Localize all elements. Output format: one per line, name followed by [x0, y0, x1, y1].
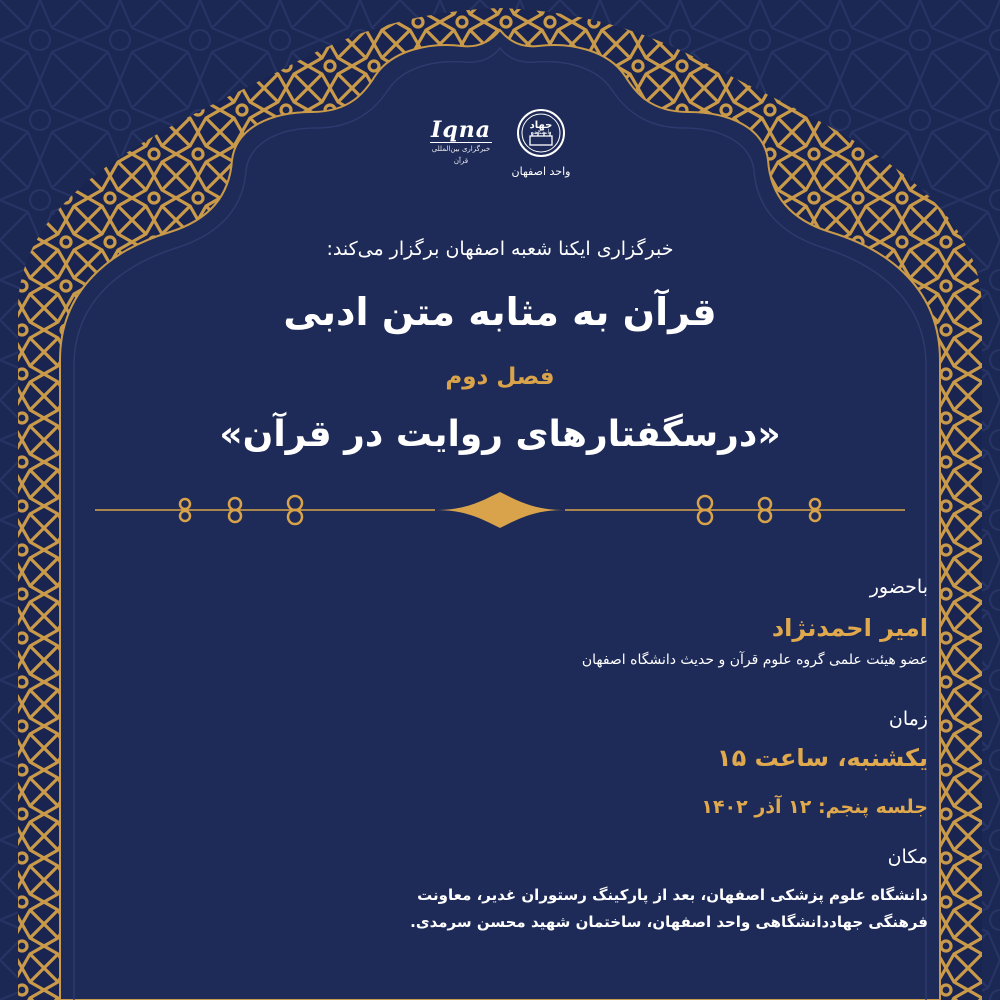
time-label: زمان [888, 708, 928, 730]
iqna-logo [430, 118, 492, 164]
page-title: قرآن به مثابه متن ادبی [283, 290, 717, 334]
intro-text: خبرگزاری ایکنا شعبه اصفهان برگزار می‌کند: [326, 238, 674, 260]
jahad-logo [505, 108, 577, 180]
ornamental-divider [95, 490, 905, 530]
iqna-logo-mark: Iqna [431, 117, 491, 143]
jahad-logo-caption: واحد اصفهان [511, 165, 571, 178]
time-value: یکشنبه، ساعت ۱۵ [716, 744, 928, 772]
speaker-name: امیر احمدنژاد [771, 614, 928, 642]
event-subtitle: «درسگفتارهای روایت در قرآن» [219, 414, 781, 455]
jahad-emblem-icon [516, 108, 566, 158]
session-date: جلسه پنجم: ۱۲ آذر ۱۴۰۲ [701, 796, 928, 818]
chapter-label: فصل دوم [445, 364, 555, 390]
speaker-label: باحضور [869, 576, 928, 598]
place-label: مکان [887, 846, 928, 868]
iqna-logo-caption: خبرگزاری بین‌المللی قرآن [431, 145, 491, 165]
speaker-role: عضو هیئت علمی گروه علوم قرآن و حدیث دانشگاه اصفهان [581, 652, 928, 668]
place-address: دانشگاه علوم پزشکی اصفهان، بعد از پارکینگ رستوران غدیر، معاونت فرهنگی جهاددانشگاهی واحد اصفهان، ساختمان شهید محسن سرمدی. [410, 886, 928, 931]
jahad-emblem-line2: دانشگاهی [530, 130, 552, 136]
jahad-emblem-name: جهاد [529, 120, 553, 131]
